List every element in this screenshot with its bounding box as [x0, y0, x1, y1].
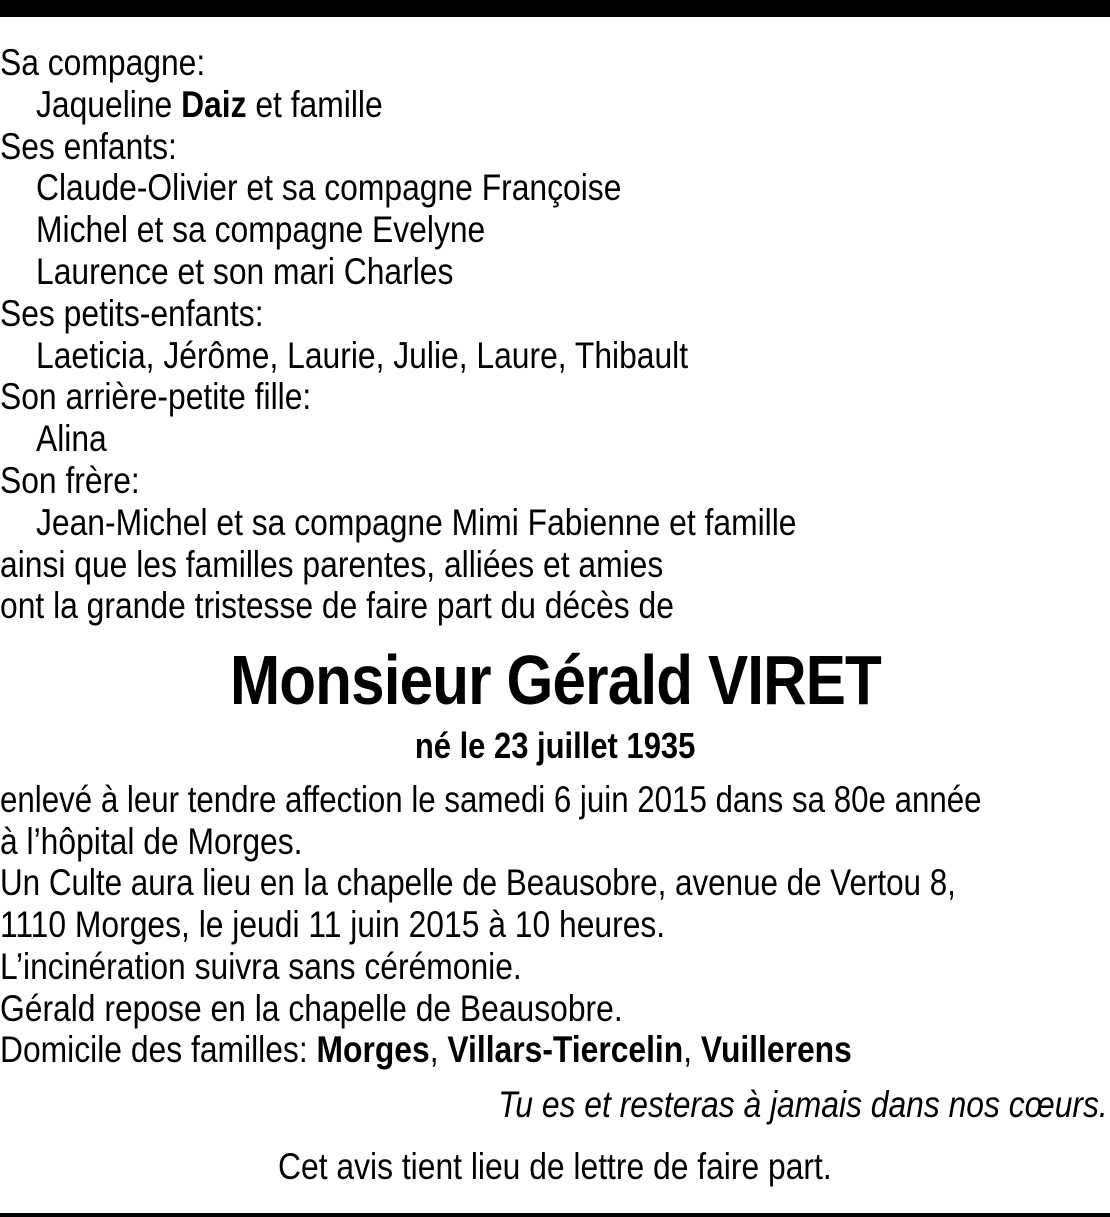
- child-item: Claude-Olivier et sa compagne Françoise: [36, 167, 622, 209]
- service-line-1: Un Culte aura lieu en la chapelle de Beausobre, avenue de Vertou 8,: [0, 862, 956, 904]
- death-line-1: enlevé à leur tendre affection le samedi 6 juin 2015 dans sa 80e année: [0, 779, 982, 820]
- grandchildren-heading: Ses petits-enfants:: [0, 292, 264, 334]
- rest-line: Gérald repose en la chapelle de Beausobre.: [0, 987, 623, 1029]
- domicile-separator: ,: [429, 1029, 439, 1071]
- child-item: Laurence et son mari Charles: [36, 250, 454, 292]
- domicile-separator: ,: [683, 1029, 693, 1071]
- deceased-name: Monsieur Gérald VIRET: [229, 641, 881, 719]
- announcement-line: ont la grande tristesse de faire part du décès de: [0, 585, 674, 627]
- partner-first-name: Jaqueline: [36, 83, 173, 125]
- domicile-label: Domicile des familles:: [0, 1029, 308, 1071]
- relatives-line: ainsi que les familles parentes, alliées et amies: [0, 543, 664, 585]
- death-line-2: à l’hôpital de Morges.: [0, 820, 303, 862]
- service-details: [0, 779, 1110, 1071]
- domicile-place: Vuillerens: [700, 1029, 852, 1071]
- domicile-place: Villars-Tiercelin: [447, 1029, 684, 1071]
- closing-note: Cet avis tient lieu de lettre de faire part.: [278, 1146, 832, 1187]
- brother-heading: Son frère:: [0, 459, 140, 501]
- great-grandchild-name: Alina: [36, 418, 107, 460]
- cremation-line: L’incinération suivra sans cérémonie.: [0, 945, 522, 987]
- partner-line: [0, 84, 1110, 126]
- domicile-place: Morges: [316, 1029, 430, 1071]
- birth-date: né le 23 juillet 1935: [414, 725, 696, 766]
- great-grandchild-heading: Son arrière-petite fille:: [0, 376, 312, 418]
- grandchildren-list: Laeticia, Jérôme, Laurie, Julie, Laure, Thibault: [36, 334, 689, 376]
- children-heading: Ses enfants:: [0, 125, 177, 167]
- top-rule: [0, 0, 1110, 17]
- bottom-rule: [0, 1213, 1110, 1217]
- partner-suffix: et famille: [255, 83, 383, 125]
- memorial-motto: Tu es et resteras à jamais dans nos cœurs.: [498, 1084, 1108, 1125]
- brother-line: Jean-Michel et sa compagne Mimi Fabienne et famille: [36, 501, 797, 543]
- family-list: [0, 42, 1110, 627]
- partner-last-name: Daiz: [181, 83, 247, 125]
- partner-heading: Sa compagne:: [0, 42, 206, 83]
- domicile-line: [0, 1029, 1110, 1071]
- service-line-2: 1110 Morges, le jeudi 11 juin 2015 à 10 heures.: [0, 904, 666, 946]
- child-item: Michel et sa compagne Evelyne: [36, 209, 486, 251]
